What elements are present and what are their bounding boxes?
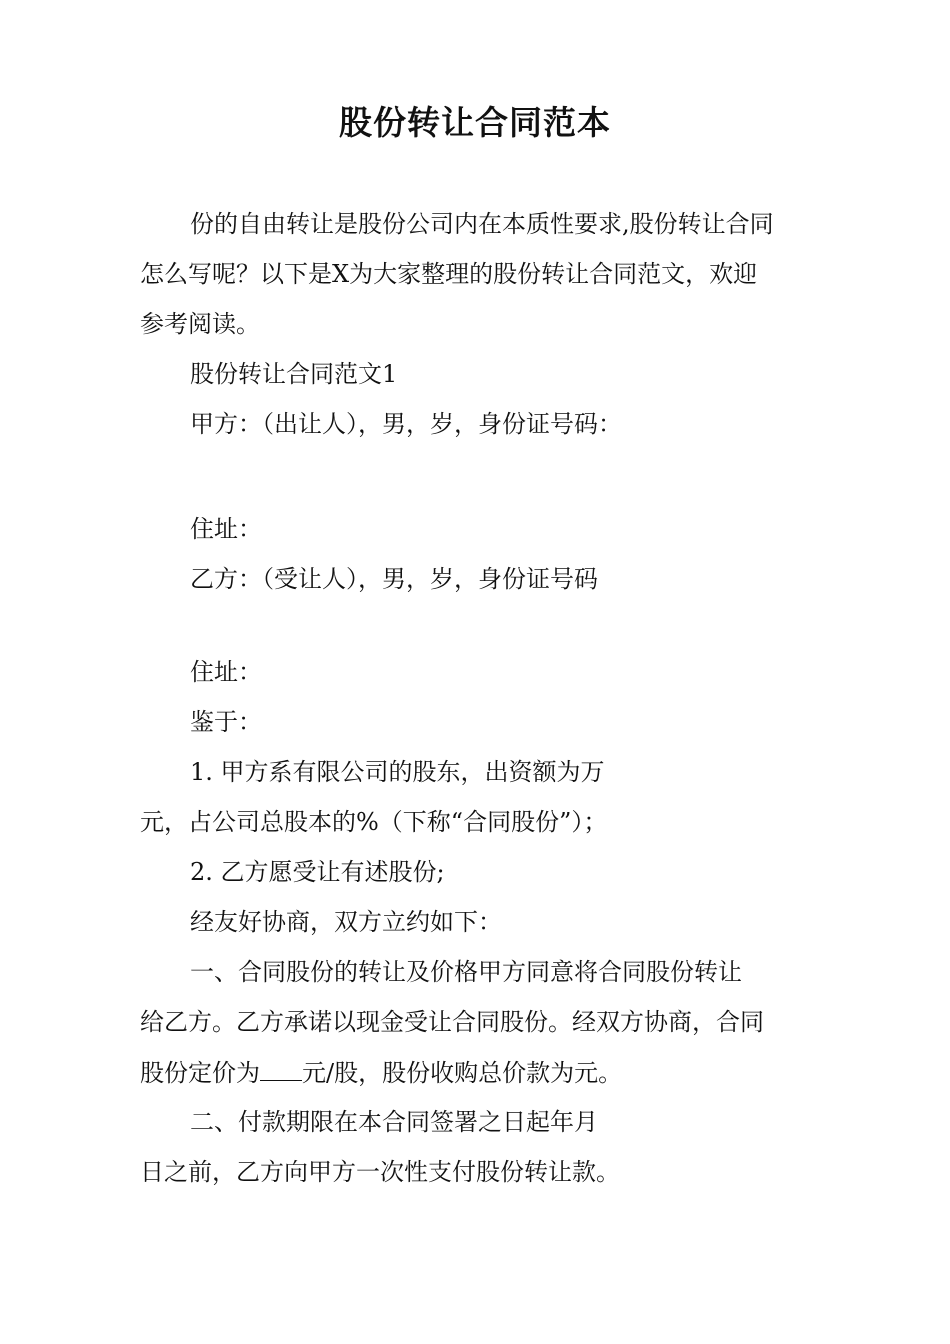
clause-1-line-2: 元，占公司总股本的%（下称“合同股份”）； bbox=[140, 808, 608, 836]
intro-line-3: 参考阅读。 bbox=[140, 310, 260, 338]
whereas-heading: 鉴于： bbox=[190, 708, 262, 736]
price-blank bbox=[260, 1054, 302, 1081]
intro-line-2: 怎么写呢？以下是X为大家整理的股份转让合同范文，欢迎 bbox=[140, 260, 758, 288]
article-1-line-1: 一、合同股份的转让及价格甲方同意将合同股份转让 bbox=[190, 958, 742, 986]
article-1-line-3 bbox=[140, 1054, 622, 1091]
document-title: 股份转让合同范本 bbox=[339, 103, 611, 142]
party-b-line: 乙方：（受让人），男，岁，身份证号码 bbox=[190, 565, 598, 593]
sample-heading: 股份转让合同范文1 bbox=[190, 360, 398, 388]
party-b-address: 住址： bbox=[190, 658, 262, 686]
party-a-line: 甲方：（出让人），男，岁，身份证号码： bbox=[190, 410, 622, 438]
agreement-line: 经友好协商，双方立约如下： bbox=[190, 908, 502, 936]
article-2-line-2: 日之前，乙方向甲方一次性支付股份转让款。 bbox=[140, 1158, 620, 1186]
clause-2-line: 2. 乙方愿受让有述股份; bbox=[190, 858, 445, 886]
intro-line-1: 份的自由转让是股份公司内在本质性要求,股份转让合同 bbox=[190, 210, 774, 238]
party-a-address: 住址： bbox=[190, 515, 262, 543]
article-1-line-2: 给乙方。乙方承诺以现金受让合同股份。经双方协商，合同 bbox=[140, 1008, 764, 1036]
price-unit-text: 元/股，股份收购总价款为元。 bbox=[302, 1059, 623, 1087]
article-2-line-1: 二、付款期限在本合同签署之日起年月 bbox=[190, 1108, 598, 1136]
price-label: 股份定价为 bbox=[140, 1059, 260, 1087]
clause-1-line-1: 1. 甲方系有限公司的股东，出资额为万 bbox=[190, 758, 605, 786]
